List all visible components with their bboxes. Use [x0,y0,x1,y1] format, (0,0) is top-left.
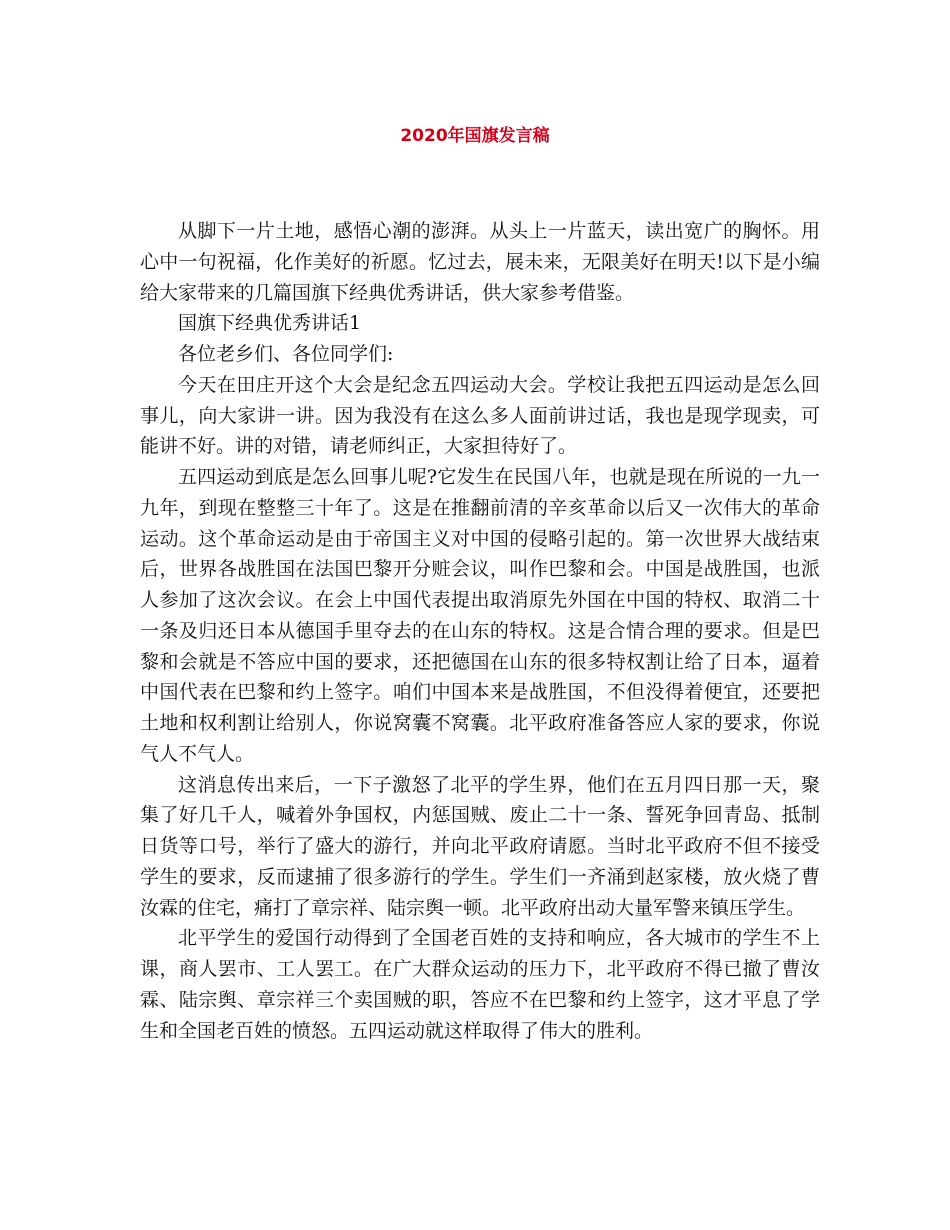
paragraph: 北平学生的爱国行动得到了全国老百姓的支持和响应，各大城市的学生不上课，商人罢市、工人罢工。在广大群众运动的压力下，北平政府不得已撤了曹汝霖、陆宗舆、章宗祥三个卖国贼的职，答应不在巴黎和约上签字，这才平息了学生和全国老百姓的愤怒。五四运动就这样取得了伟大的胜利。 [140,927,820,1042]
document-body [140,216,820,1046]
paragraph: 五四运动到底是怎么回事儿呢?它发生在民国八年，也就是现在所说的一九一九年，到现在整整三十年了。这是在推翻前清的辛亥革命以后又一次伟大的革命运动。这个革命运动是由于帝国主义对中国的侵略引起的。第一次世界大战结束后，世界各战胜国在法国巴黎开分赃会议，叫作巴黎和会。中国是战胜国，也派人参加了这次会议。在会上中国代表提出取消原先外国在中国的特权、取消二十一条及归还日本从德国手里夺去的在山东的特权。这是合情合理的要求。但是巴黎和会就是不答应中国的要求，还把德国在山东的很多特权割让给了日本，逼着中国代表在巴黎和约上签字。咱们中国本来是战胜国，不但没得着便宜，还要把土地和权利割让给别人，你说窝囊不窝囊。北平政府准备答应人家的要求，你说气人不气人。 [140,466,820,765]
document-title: 2020年国旗发言稿 [400,126,550,146]
salutation: 各位老乡们、各位同学们: [178,343,394,365]
section-heading: 国旗下经典优秀讲话1 [178,312,362,335]
paragraph: 这消息传出来后，一下子激怒了北平的学生界，他们在五月四日那一天，聚集了好几千人，喊着外争国权，内惩国贼、废止二十一条、誓死争回青岛、抵制日货等口号，举行了盛大的游行，并向北平政府请愿。当时北平政府不但不接受学生的要求，反而逮捕了很多游行的学生。学生们一齐涌到赵家楼，放火烧了曹汝霖的住宅，痛打了章宗祥、陆宗舆一顿。北平政府出动大量军警来镇压学生。 [140,773,820,919]
paragraph: 今天在田庄开这个大会是纪念五四运动大会。学校让我把五四运动是怎么回事儿，向大家讲一讲。因为我没有在这么多人面前讲过话，我也是现学现卖，可能讲不好。讲的对错，请老师纠正，大家担待好了。 [140,373,820,458]
paragraph-intro: 从脚下一片土地，感悟心潮的澎湃。从头上一片蓝天，读出宽广的胸怀。用心中一句祝福，化作美好的祈愿。忆过去，展未来，无限美好在明天!以下是小编给大家带来的几篇国旗下经典优秀讲话，供大家参考借鉴。 [140,220,820,304]
